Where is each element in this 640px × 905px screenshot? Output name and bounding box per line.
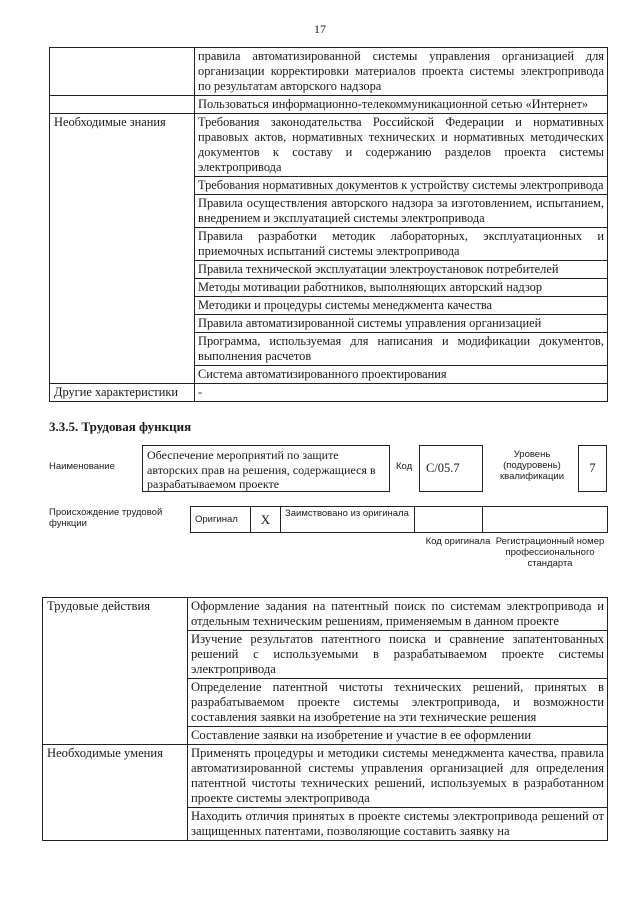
action-item: Оформление задания на патентный поиск по системам электропривода и отдельным техническим решениям, применяемым в данном проекте (188, 598, 608, 631)
original-label: Оригинал (191, 507, 251, 533)
actions-label: Трудовые действия (43, 598, 188, 745)
action-item: Определение патентной чистоты технических решений, принятых в разрабатываемом проекте системы электропривода, и возможности составления заявки на изобретение на эти технические решения (188, 679, 608, 727)
other-value: - (195, 384, 608, 402)
table-row (191, 507, 608, 533)
section-heading: 3.3.5. Трудовая функция (49, 419, 192, 434)
reg-number-caption: Регистрационный номер профессионального стандарта (495, 536, 605, 569)
knowledge-item: Методики и процедуры системы менеджмента качества (195, 297, 608, 315)
action-item: Изучение результатов патентного поиска и сравнение запатентованных решений с используемыми в разрабатываемом проекте системы электропривода (188, 631, 608, 679)
table-row (50, 384, 608, 402)
table-row (50, 48, 608, 96)
skill-item: Применять процедуры и методики системы менеджмента качества, правила автоматизированной системы управления организацией для определения патентной чистоты технических решений, используемых в разработанном проекте системы электропривода (188, 745, 608, 808)
skill-item: Пользоваться информационно-телекоммуникационной сетью «Интернет» (195, 96, 608, 114)
knowledge-item: Требования нормативных документов к устройству системы электропривода (195, 177, 608, 195)
knowledge-item: Правила разработки методик лабораторных, эксплуатационных и приемочных испытаний системы электропривода (195, 228, 608, 261)
level-label: Уровень (подуровень) квалификации (499, 449, 565, 482)
other-label: Другие характеристики (50, 384, 195, 402)
knowledge-item: Система автоматизированного проектирования (195, 366, 608, 384)
level-box: 7 (578, 445, 607, 492)
original-mark: X (251, 507, 281, 533)
skill-item: правила автоматизированной системы управления организацией для организации корректировки материалов проекта системы электропривода по результатам авторского надзора (195, 48, 608, 96)
actions-table (42, 597, 608, 841)
knowledge-label: Необходимые знания (50, 114, 195, 384)
empty-label-cell (50, 48, 195, 96)
reg-number-cell (483, 507, 608, 533)
original-code-cell (415, 507, 483, 533)
knowledge-item: Правила осуществления авторского надзора за изготовлением, испытанием, внедрением и эксплуатацией системы электропривода (195, 195, 608, 228)
knowledge-item: Правила технической эксплуатации электроустановок потребителей (195, 261, 608, 279)
knowledge-item: Методы мотивации работников, выполняющих авторский надзор (195, 279, 608, 297)
table-row (43, 598, 608, 631)
page-number: 17 (314, 22, 326, 36)
origin-table (190, 506, 608, 533)
borrowed-label: Заимствовано из оригинала (281, 507, 415, 533)
table-row (50, 96, 608, 114)
knowledge-item: Требования законодательства Российской Федерации и нормативных правовых актов, нормативных технических и нормативных методических документов к составу и содержанию разделов проекта системы электропривода (195, 114, 608, 177)
origin-label: Происхождение трудовой функции (49, 507, 163, 529)
function-code-box: C/05.7 (419, 445, 483, 492)
table-row (43, 745, 608, 808)
code-original-caption: Код оригинала (425, 536, 491, 547)
knowledge-item: Правила автоматизированной системы управления организацией (195, 315, 608, 333)
function-name-box: Обеспечение мероприятий по защите авторских прав на решения, содержащиеся в разрабатываемом проекте (142, 445, 390, 492)
table-row (50, 114, 608, 177)
code-label: Код (396, 461, 413, 472)
skill-item: Находить отличия принятых в проекте системы электропривода решений от защищенных патентами, позволяющие составить заявку на (188, 808, 608, 841)
name-label: Наименование (49, 461, 115, 472)
empty-label-cell (50, 96, 195, 114)
knowledge-table (49, 47, 608, 402)
knowledge-item: Программа, используемая для написания и модификации документов, выполнения расчетов (195, 333, 608, 366)
skills-label: Необходимые умения (43, 745, 188, 841)
action-item: Составление заявки на изобретение и участие в ее оформлении (188, 727, 608, 745)
